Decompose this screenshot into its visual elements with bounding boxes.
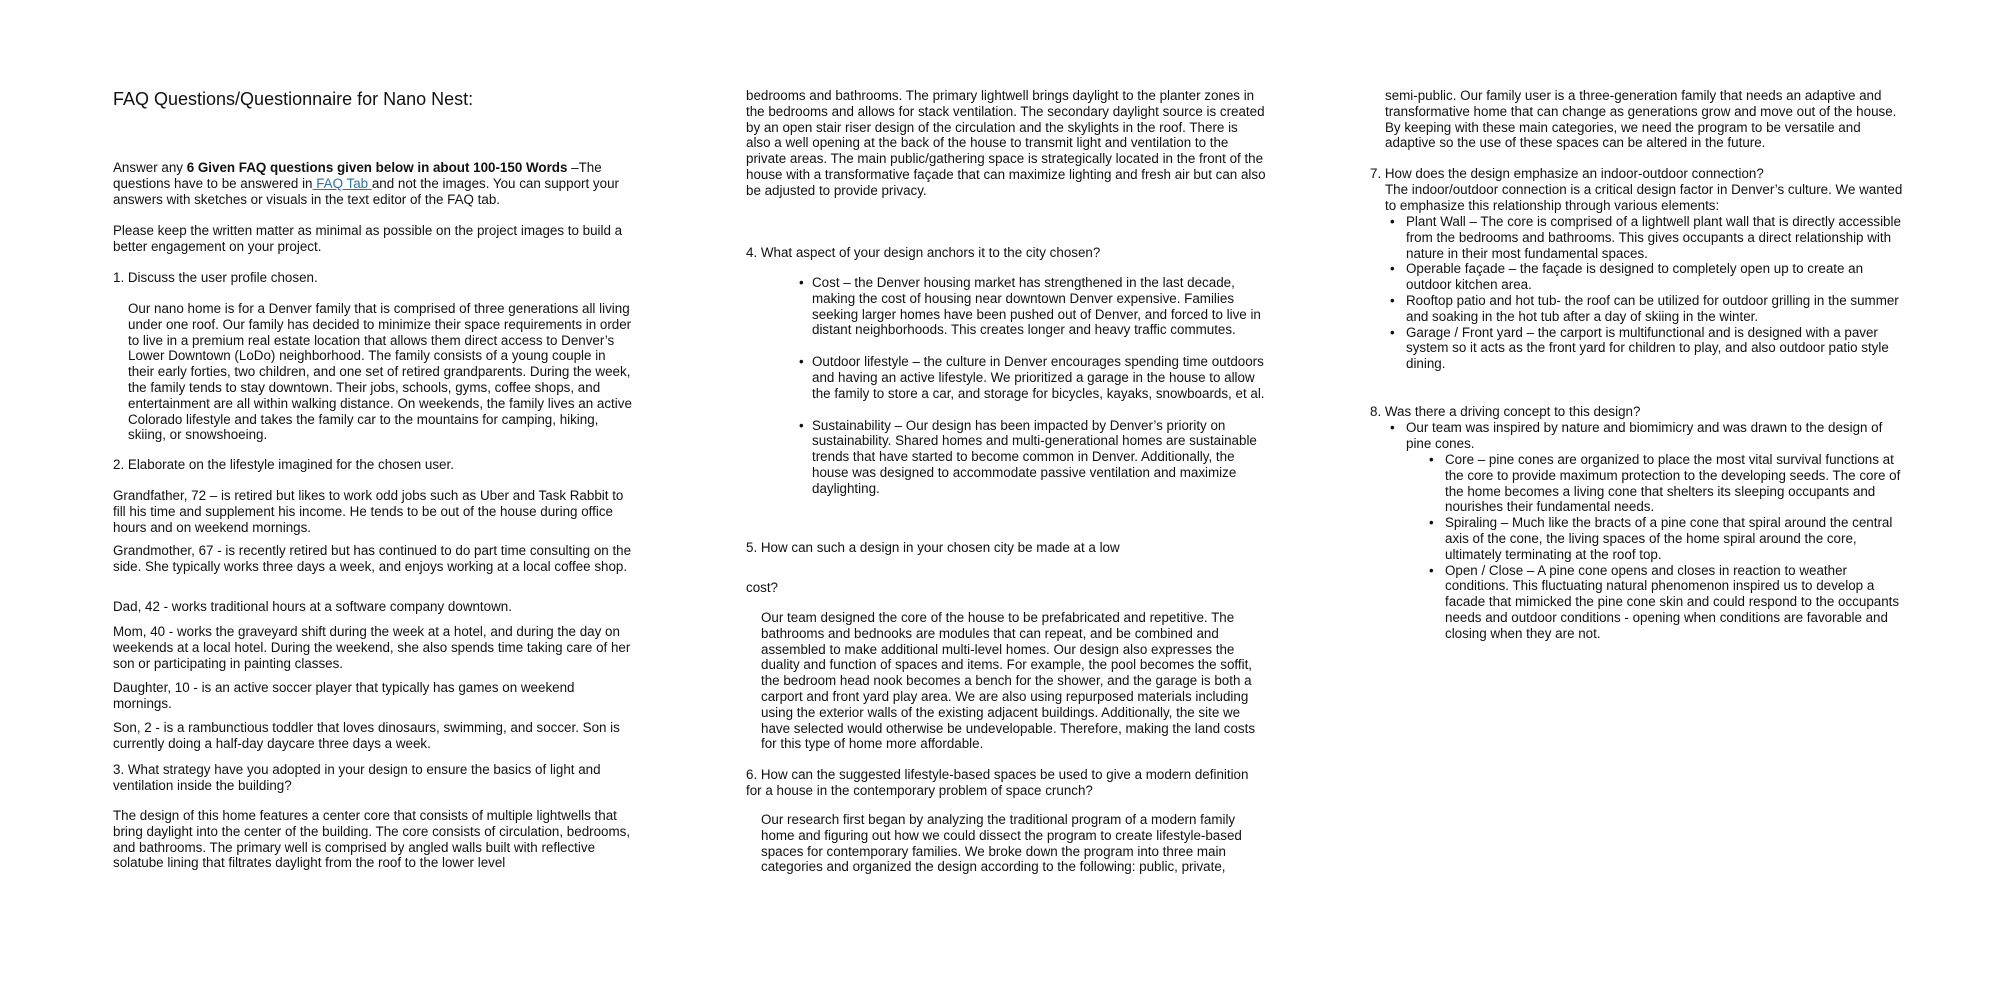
answer-3-continued: bedrooms and bathrooms. The primary lightwell brings daylight to the planter zones in the bedrooms and allows for stack ventilation. The secondary daylight source is created by an open stair riser design of the circulation and the skylights in the roof. There is also a well opening at the back of the house to transmit light and ventilation to the private areas. The main public/gathering space is strategically located in the front of the house with a transformative façade that can maximize lighting and fresh air but can also be adjusted to provide privacy. [746,88,1266,198]
member-mom: Mom, 40 - works the graveyard shift during the week at a hotel, and during the day on weekends at a local hotel. During the weekend, she also spends time taking care of her son or participating in painting classes. [113,624,631,671]
list-item: • Core – pine cones are organized to place the most vital survival functions at the core to provide maximum protection to the developing seeds. The core of the home becomes a living cone that shelters its sleeping occupants and nourishes their fundamental needs. [1385,452,1905,515]
question-1: 1. Discuss the user profile chosen. [113,270,318,285]
answer-8-list [1385,452,1905,642]
intro-bold: 6 Given FAQ questions given below in about 100-150 Words [186,160,568,175]
list-item: • Spiraling – Much like the bracts of a pine cone that spiral around the central axis of the cone, the living spaces of the home spiral around the core, ultimately terminating at the roof top. [1385,515,1905,562]
list-item: • Our team was inspired by nature and biomimicry and was drawn to the design of pine cones. [1385,420,1905,452]
question-3: 3. What strategy have you adopted in your design to ensure the basics of light and ventilation inside the building? [113,762,601,793]
answer-1: Our nano home is for a Denver family that is comprised of three generations all living under one roof. Our family has decided to minimize their space requirements in order to live in a premium real estate location that allows them direct access to Denver’s Lower Downtown (LoDo) neighborhood. The family consists of a young couple in their early forties, two children, and one set of retired grandparents. During the week, the family tends to stay downtown. Their jobs, schools, gyms, coffee shops, and entertainment are all within walking distance. On weekends, the family lives an active Colorado lifestyle and takes the family car to the mountains for camping, hiking, skiing, or snowshoeing. [128,301,632,443]
intro-mid: –The questions have to be answered in [113,160,602,191]
question-8: 8. Was there a driving concept to this design? [1370,404,1641,419]
question-4: 4. What aspect of your design anchors it to the city chosen? [746,245,1101,260]
answer-6-continued: semi-public. Our family user is a three-generation family that needs an adaptive and transformative home that can change as generations grow and move out of the house. By keeping with these main categories, we need the program to be versatile and adaptive so the use of these spaces can be altered in the future. [1385,88,1897,151]
answer-4-list [746,275,1266,497]
member-grandmother: Grandmother, 67 - is recently retired but has continued to do part time consulting on the side. She typically works three days a week, and enjoys working at a local coffee shop. [113,543,632,574]
list-item: • Operable façade – the façade is designed to completely open up to create an outdoor kitchen area. [1385,261,1905,293]
question-5: 5. How can such a design in your chosen city be made at a low [746,540,1120,555]
list-item: • Cost – the Denver housing market has strengthened in the last decade, making the cost of housing near downtown Denver expensive. Families seeking larger homes have been pushed out of Denver, and forced to live in distant neighborhoods. This creates longer and heavy traffic commutes. [746,275,1266,338]
member-dad: Dad, 42 - works traditional hours at a software company downtown. [113,599,512,614]
document-title: FAQ Questions/Questionnaire for Nano Nest: [113,89,474,109]
question-6: 6. How can the suggested lifestyle-based spaces be used to give a modern definition for a house in the contemporary problem of space crunch? [746,767,1249,798]
intro-pre: Answer any [113,160,187,175]
answer-8-intro-list [1385,420,1905,452]
intro-paragraph [113,160,633,207]
faq-tab-link[interactable]: FAQ Tab [312,175,372,191]
list-item: • Plant Wall – The core is comprised of a lightwell plant wall that is directly accessible from the bedrooms and bathrooms. This gives occupants a direct relationship with nature in their most fundamental spaces. [1385,214,1905,261]
list-item: • Outdoor lifestyle – the culture in Denver encourages spending time outdoors and having an active lifestyle. We prioritized a garage in the house to allow the family to store a car, and storage for bicycles, kayaks, snowboards, et al. [746,354,1266,401]
answer-5: Our team designed the core of the house to be prefabricated and repetitive. The bathrooms and bednooks are modules that can repeat, and be combined and assembled to make additional multi-level homes. Our design also expresses the duality and function of spaces and items. For example, the pool becomes the soffit, the bedroom head nook becomes a bench for the shower, and the garage is both a carport and front yard play area. We are also using repurposed materials including using the exterior walls of the existing adjacent buildings. Additionally, the site we have selected would otherwise be undevelopable. Therefore, making the land costs for this type of home more affordable. [761,610,1256,752]
list-item: • Open / Close – A pine cone opens and closes in reaction to weather conditions. This fluctuating natural phenomenon inspired us to develop a facade that mimicked the pine cone skin and could respond to the occupants needs and outdoor conditions - opening when conditions are favorable and closing when they are not. [1385,563,1905,642]
intro-post: and not the images. You can support your answers with sketches or visuals in the text editor of the FAQ tab. [113,175,619,207]
note-paragraph: Please keep the written matter as minimal as possible on the project images to build a better engagement on your project. [113,223,623,254]
member-daughter: Daughter, 10 - is an active soccer player that typically has games on weekend mornings. [113,680,575,711]
list-item: • Sustainability – Our design has been impacted by Denver’s priority on sustainability. Shared homes and multi-generational homes are sustainable trends that have started to become common in Denver. Additionally, the house was designed to accommodate passive ventilation and maximize daylighting. [746,418,1266,497]
answer-7-intro: The indoor/outdoor connection is a critical design factor in Denver’s culture. We wanted to emphasize this relationship through various elements: [1385,182,1903,213]
list-item: • Garage / Front yard – the carport is multifunctional and is designed with a paver system so it acts as the front yard for children to play, and also outdoor patio style dining. [1385,325,1905,372]
member-son: Son, 2 - is a rambunctious toddler that loves dinosaurs, swimming, and soccer. Son is currently doing a half-day daycare three days a week. [113,720,620,751]
list-item: • Rooftop patio and hot tub- the roof can be utilized for outdoor grilling in the summer and soaking in the hot tub after a day of skiing in the winter. [1385,293,1905,325]
question-2: 2. Elaborate on the lifestyle imagined for the chosen user. [113,457,454,472]
question-5-continued: cost? [746,580,779,595]
member-grandfather: Grandfather, 72 – is retired but likes to work odd jobs such as Uber and Task Rabbit to fill his time and supplement his income. He tends to be out of the house during office hours and on weekend mornings. [113,488,624,535]
answer-3: The design of this home features a center core that consists of multiple lightwells that bring daylight into the center of the building. The core consists of circulation, bedrooms, and bathrooms. The primary well is comprised by angled walls built with reflective solatube lining that filtrates daylight from the roof to the lower level [113,808,631,871]
question-7: 7. How does the design emphasize an indoor-outdoor connection? [1370,166,1764,181]
answer-6: Our research first began by analyzing the traditional program of a modern family home and figuring out how we could dissect the program to create lifestyle-based spaces for contemporary families. We broke down the program into three main categories and organized the design according to the following: public, private, [761,812,1242,875]
answer-7-list [1385,214,1905,372]
